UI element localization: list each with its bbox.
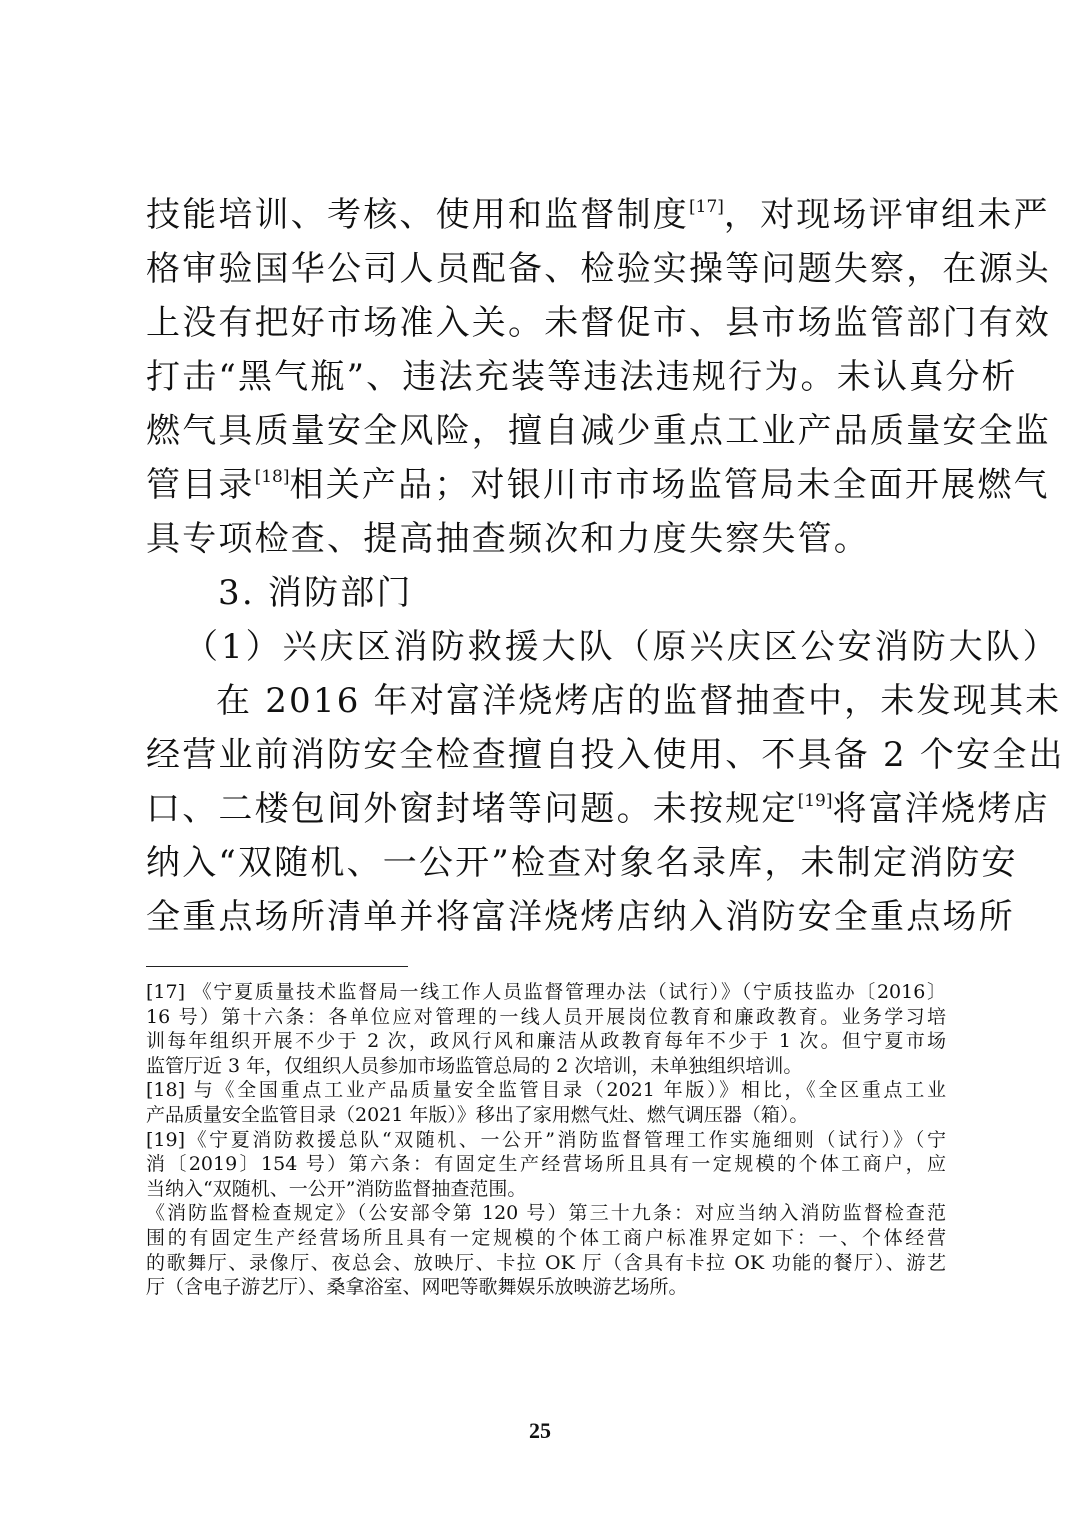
footnote-ref-19[interactable]: [19] bbox=[797, 791, 833, 811]
page-number: 25 bbox=[529, 1418, 551, 1443]
paragraph-line bbox=[146, 188, 1050, 242]
paragraph-line bbox=[146, 782, 1050, 836]
footnote-19: [19]《宁夏消防救援总队“双随机、一公开”消防监督管理工作实施细则（试行）》（宁 bbox=[146, 1128, 946, 1151]
footnote-ref-17[interactable]: [17] bbox=[689, 197, 724, 217]
text-run: 技能培训、考核、使用和监督制度 bbox=[146, 195, 689, 235]
footnote-separator bbox=[146, 966, 408, 967]
paragraph-line: 全重点场所清单并将富洋烧烤店纳入消防安全重点场所 bbox=[146, 897, 1015, 937]
footnote-line: 厅（含电子游艺厅）、桑拿浴室、网吧等歌舞娱乐放映游艺场所。 bbox=[146, 1276, 688, 1299]
section-heading: 3. 消防部门 bbox=[218, 573, 413, 613]
body-text bbox=[146, 188, 1065, 944]
paragraph-line: 在 2016 年对富洋烧烤店的监督抽查中，未发现其未 bbox=[216, 681, 1062, 721]
paragraph-line: 上没有把好市场准入关。未督促市、县市场监管部门有效 bbox=[146, 303, 1051, 343]
footnote-line: 的歌舞厅、录像厅、夜总会、放映厅、卡拉 OK 厅（含具有卡拉 OK 功能的餐厅）、游艺 bbox=[146, 1251, 946, 1274]
paragraph-line: 打击“黑气瓶”、违法充装等违法违规行为。未认真分析 bbox=[146, 357, 1018, 397]
text-run: 口、二楼包间外窗封堵等问题。未按规定 bbox=[146, 789, 798, 829]
footnote-ref-18[interactable]: [18] bbox=[254, 467, 290, 487]
footnote-line: 《消防监督检查规定》（公安部令第 120 号）第三十九条：对应当纳入消防监督检查范 bbox=[146, 1202, 946, 1225]
footnote-line: 消〔2019〕154 号）第六条：有固定生产经营场所且具有一定规模的个体工商户，应 bbox=[146, 1153, 946, 1176]
footnote-18: [18] 与《全国重点工业产品质量安全监管目录（2021 年版）》相比，《全区重点工业 bbox=[146, 1079, 946, 1102]
footnote-line: 监管厅近 3 年，仅组织人员参加市场监管总局的 2 次培训，未单独组织培训。 bbox=[146, 1054, 803, 1077]
paragraph-line: 格审验国华公司人员配备、检验实操等问题失察，在源头 bbox=[146, 249, 1051, 289]
footnote-line: 当纳入“双随机、一公开”消防监督抽查范围。 bbox=[146, 1177, 527, 1200]
footnote-17: [17] 《宁夏质量技术监督局一线工作人员监督管理办法（试行）》（宁质技监办〔2016〕 bbox=[146, 981, 946, 1003]
text-run: 相关产品；对银川市市场监管局未全面开展燃气 bbox=[289, 465, 1050, 505]
footnote-line: 训每年组织开展不少于 2 次，政风行风和廉洁从政教育每年不少于 1 次。但宁夏市场 bbox=[146, 1030, 946, 1053]
text-run: 将富洋烧烤店 bbox=[832, 789, 1050, 829]
text-run: 管目录 bbox=[146, 465, 255, 505]
paragraph-line: 燃气具质量安全风险，擅自减少重点工业产品质量安全监 bbox=[146, 411, 1051, 451]
footnote-line: 产品质量安全监管目录（2021 年版）》移出了家用燃气灶、燃气调压器（箱）。 bbox=[146, 1103, 809, 1126]
footnote-line: 16 号）第十六条：各单位应对管理的一线人员开展岗位教育和廉政教育。业务学习培 bbox=[146, 1005, 946, 1028]
subsection-heading: （1）兴庆区消防救援大队（原兴庆区公安消防大队） bbox=[184, 627, 1060, 667]
paragraph-line: 纳入“双随机、一公开”检查对象名录库，未制定消防安 bbox=[146, 843, 1018, 883]
footnotes bbox=[146, 980, 946, 1300]
paragraph-line: 经营业前消防安全检查擅自投入使用、不具备 2 个安全出 bbox=[146, 735, 1065, 775]
footnote-line: 围的有固定生产经营场所且具有一定规模的个体工商户标准界定如下：一、个体经营 bbox=[146, 1226, 946, 1249]
paragraph-line bbox=[146, 458, 1050, 512]
text-run: ，对现场评审组未严 bbox=[723, 195, 1050, 235]
paragraph-line: 具专项检查、提高抽查频次和力度失察失管。 bbox=[146, 519, 870, 559]
